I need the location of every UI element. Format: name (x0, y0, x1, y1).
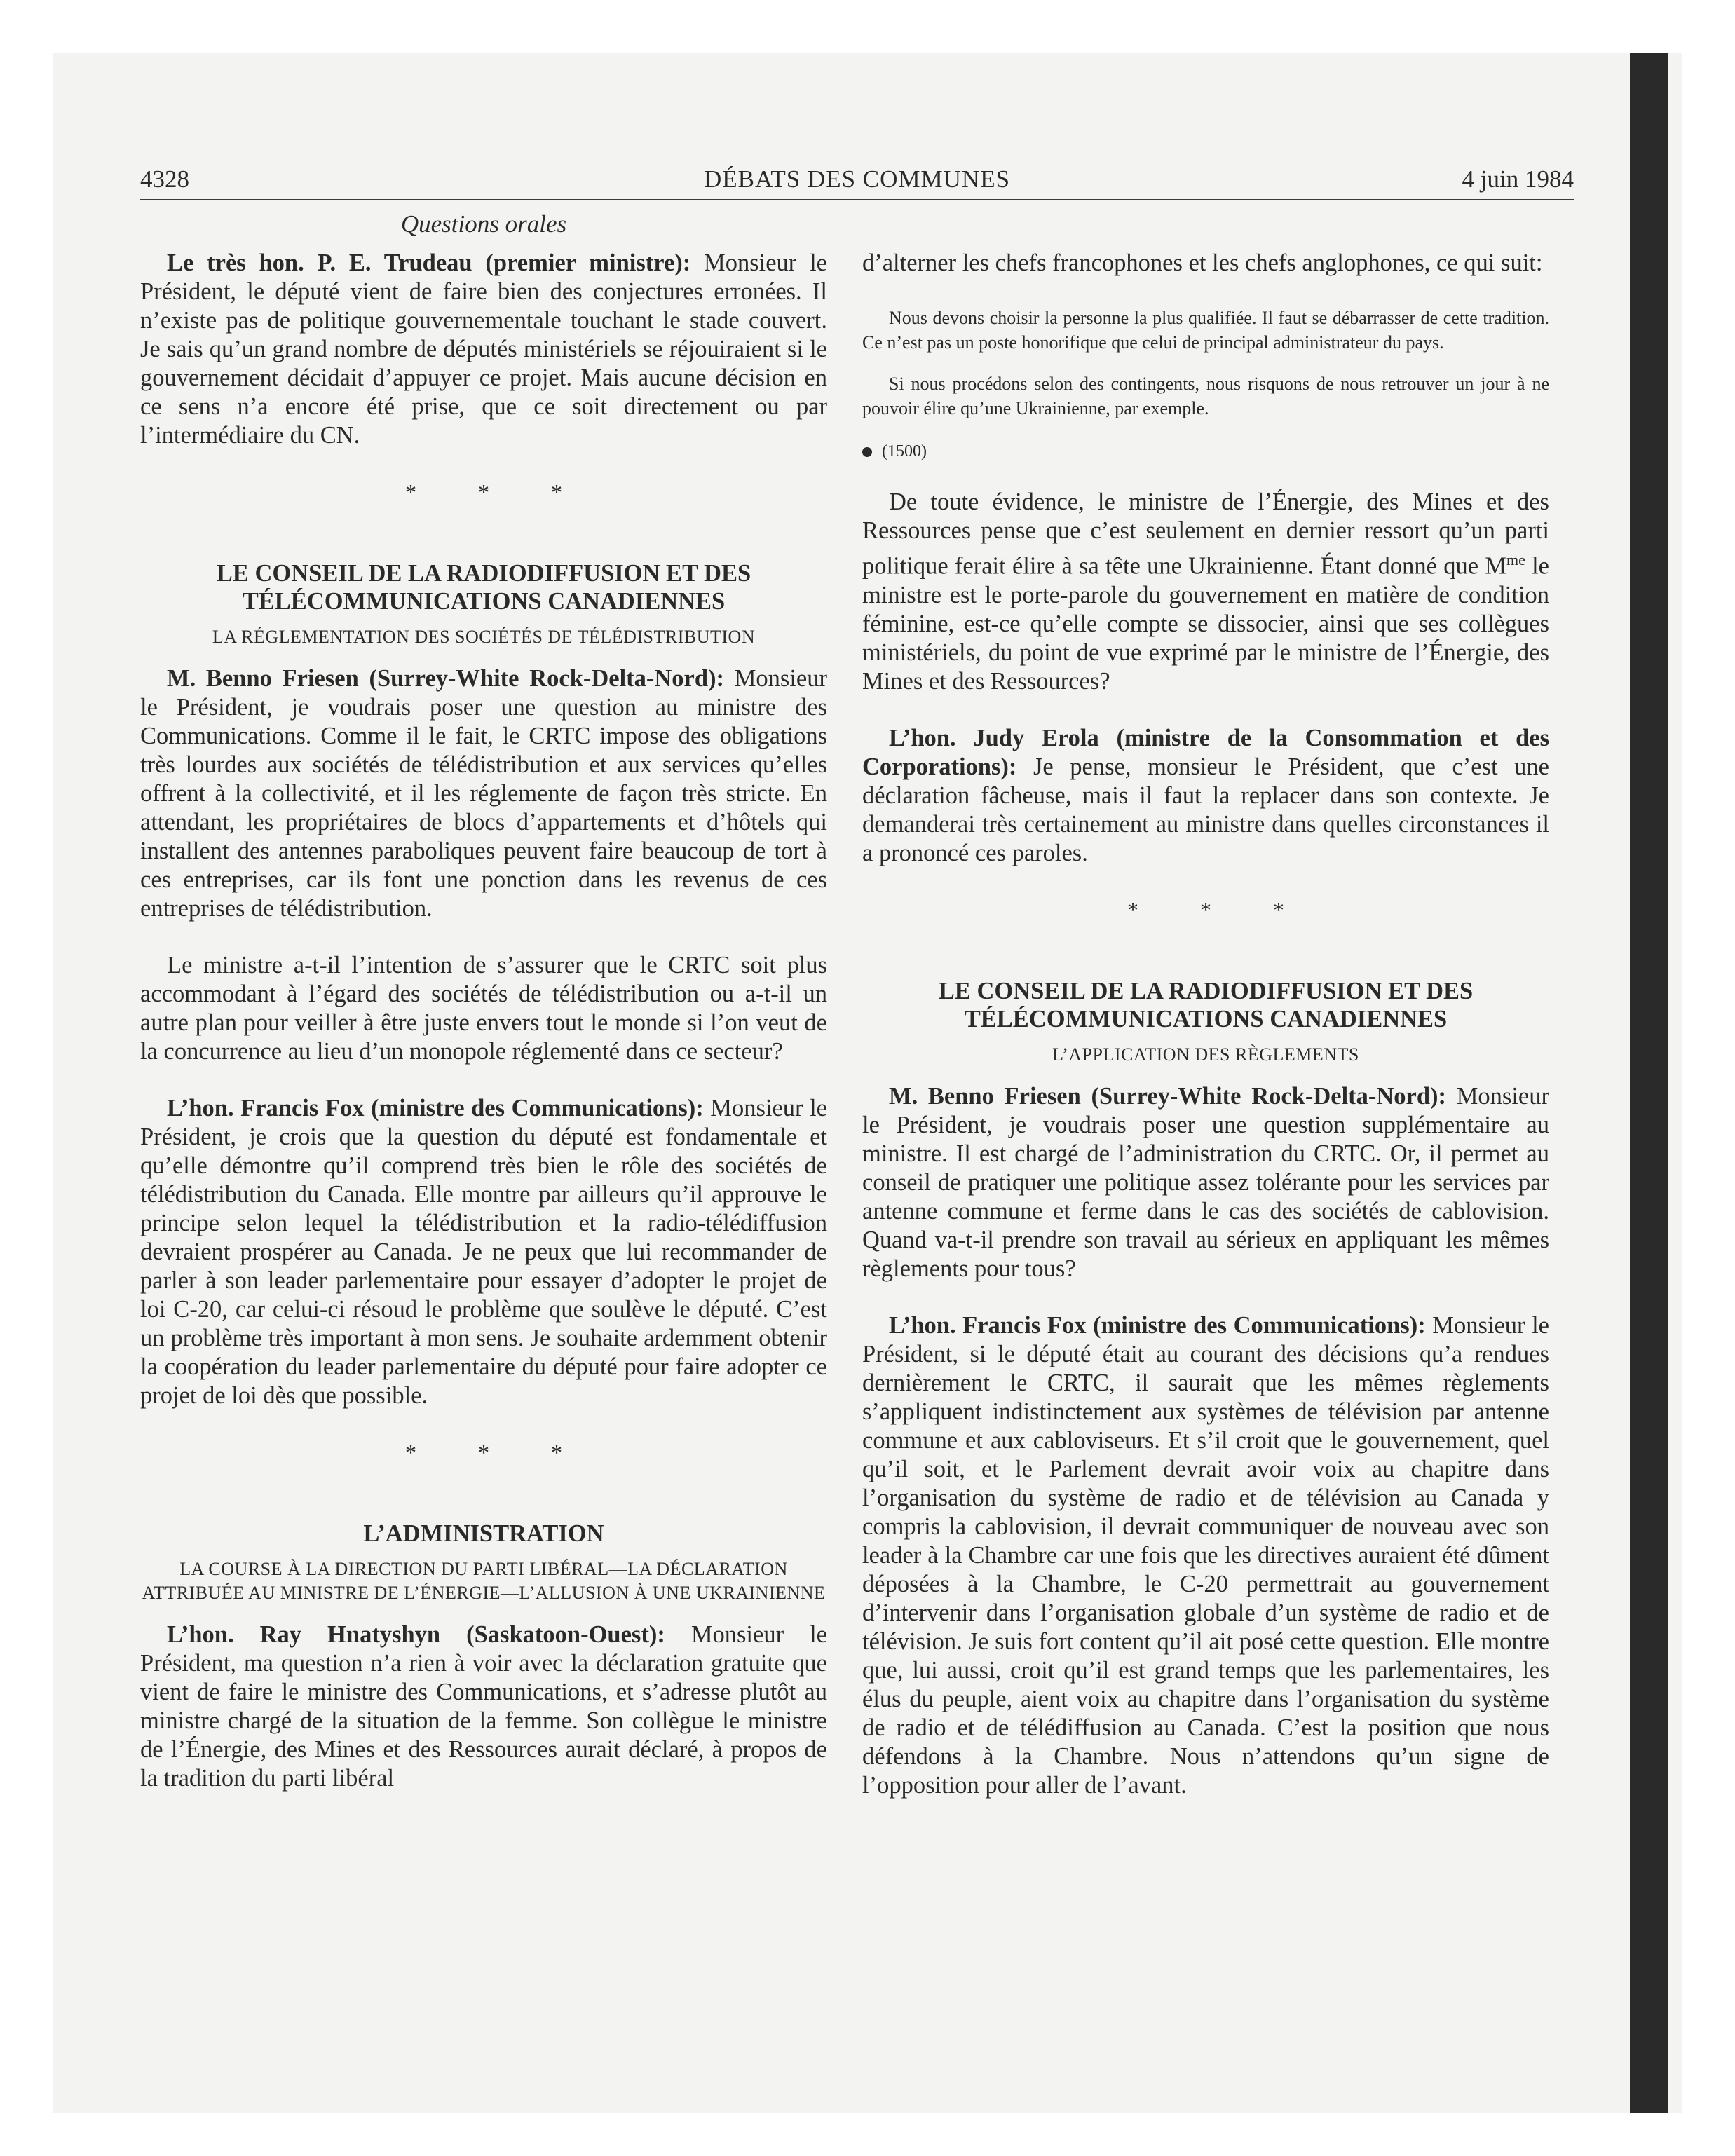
speaker-name: L’hon. Francis Fox (ministre des Communications): (889, 1311, 1426, 1339)
paragraph (862, 1082, 1549, 1283)
paragraph (862, 724, 1549, 868)
speaker-name: M. Benno Friesen (Surrey-White Rock-Delta-Nord): (889, 1082, 1447, 1110)
superscript: me (1506, 551, 1525, 568)
section-heading: L’ADMINISTRATION (363, 1520, 604, 1547)
timestamp-marker (862, 437, 1549, 465)
section-subheading: LA RÉGLEMENTATION DES SOCIÉTÉS DE TÉLÉDISTRIBUTION (212, 627, 756, 647)
paragraph-text: Monsieur le Président, je crois que la question du député est fondamentale et qu’elle démontre qu’il comprend très bien le rôle des sociétés de télédistribution du Canada. Elle montre par ailleurs qu’il approuve le principe selon lequel la télédistribution et la radio-télédiffusion devraient prospérer au Canada. Je ne peux que lui recommander de parler à son leader parlementaire pour essayer d’adopter le projet de loi C-20, car celui-ci résoud le problème que soulève le député. C’est un problème très important à mon sens. Je souhaite ardemment obtenir la coopération du leader parlementaire du député pour faire adopter ce projet de loi dès que possible. (140, 1095, 827, 1409)
publication-title: DÉBATS DES COMMUNES (703, 165, 1011, 193)
paragraph: Le ministre a-t-il l’intention de s’assurer que le CRTC soit plus accommodant à l’égard des sociétés de télédistribution ou a-t-il un autre plan pour veiller à être juste envers tout le monde si l’on veut de la concurrence au lieu d’un monopole réglementé dans ce secteur? (140, 952, 827, 1065)
bullet-icon (862, 447, 872, 457)
paragraph-text: Je pense, monsieur le Président, que c’est une déclaration fâcheuse, mais il faut la replacer dans son contexte. Je demanderai très certainement au ministre dans quelles circonstances il a prononcé ces paroles. (862, 753, 1549, 866)
paragraph (140, 1621, 827, 1793)
paragraph (140, 249, 827, 450)
speaker-name: L’hon. Francis Fox (ministre des Communications): (167, 1095, 704, 1121)
section-heading: LE CONSEIL DE LA RADIODIFFUSION ET DES TÉLÉCOMMUNICATIONS CANADIENNES (216, 560, 751, 615)
page-header (140, 160, 1574, 200)
quotation: Nous devons choisir la personne la plus qualifiée. Il faut se débarrasser de cette tradition. Ce n’est pas un poste honorifique que celui de principal administrateur du pays. (862, 308, 1549, 353)
quotation: Si nous procédons selon des contingents, nous risquons de nous retrouver un jour à ne pouvoir élire qu’une Ukrainienne, par exemple. (862, 374, 1549, 418)
paragraph (140, 1094, 827, 1410)
section-subheading: LA COURSE À LA DIRECTION DU PARTI LIBÉRAL—LA DÉCLARATION ATTRIBUÉE AU MINISTRE DE L’ÉNERGIE—L’ALLUSION À UNE UKRAINIENNE (142, 1559, 826, 1603)
speaker-name: L’hon. Judy Erola (ministre de la Consommation et des Corporations): (862, 724, 1549, 780)
speaker-name: L’hon. Ray Hnatyshyn (Saskatoon-Ouest): (167, 1621, 665, 1648)
publication-date: 4 juin 1984 (1462, 165, 1574, 193)
section-separator: * * * (1127, 896, 1312, 922)
paragraph-text: Monsieur le Président, je voudrais poser une question supplémentaire au ministre. Il est chargé de l’administration du CRTC. Or, il permet au conseil de pratiquer une politique assez tolérante pour les services par antenne commune et ferme dans le cas des sociétés de cablovision. Quand va-t-il prendre son travail au sérieux en appliquant les mêmes règlements pour tous? (862, 1082, 1549, 1282)
paragraph (862, 1311, 1549, 1800)
paragraph-text: Monsieur le Président, je voudrais poser une question au ministre des Communications. Comme il le fait, le CRTC impose des obligations très lourdes aux sociétés de télédistribution et aux services qu’elles offrent à la collectivité, et il les réglemente de façon très stricte. En attendant, les propriétaires de blocs d’appartements et d’hôtels qui installent des antennes paraboliques peuvent faire beaucoup de tort à ces entreprises, car ils font une ponction dans les revenus de ces entreprises de télédistribution. (140, 665, 827, 922)
paragraph-text: Monsieur le Président, le député vient de faire bien des conjectures erronées. Il n’existe pas de politique gouvernementale touchant le stade couvert. Je sais qu’un grand nombre de députés ministériels se réjouiraient si le gouvernement décidait d’appuyer ce projet. Mais aucune décision en ce sens n’a encore été prise, que ce soit directement ou par l’intermédiaire du CN. (140, 250, 827, 449)
section-heading: LE CONSEIL DE LA RADIODIFFUSION ET DES TÉLÉCOMMUNICATIONS CANADIENNES (938, 977, 1474, 1032)
speaker-name: M. Benno Friesen (Surrey-White Rock-Delta-Nord): (167, 665, 725, 692)
running-section-title: Questions orales (400, 210, 567, 238)
timestamp-text: (1500) (882, 442, 927, 460)
paragraph-text: le ministre est le porte-parole du gouvernement en matière de condition féminine, est-ce qu’elle compte se dissocier, ainsi que ses collègues ministériels, du point de vue exprimé par le ministre de l’Énergie, des Mines et des Ressources? (862, 552, 1549, 695)
scan-edge-bar (1630, 53, 1668, 2113)
page-number: 4328 (140, 165, 189, 193)
paragraph-text: De toute évidence, le ministre de l’Énergie, des Mines et des Ressources pense que c’est seulement en dernier ressort qu’un parti politique ferait élire à sa tête une Ukrainienne. Étant donné que M (862, 489, 1549, 580)
paragraph-text: Monsieur le Président, ma question n’a rien à voir avec la déclaration gratuite que vient de faire le ministre des Communications, et s’adresse plutôt au ministre chargé de la situation de la femme. Son collègue le ministre de l’Énergie, des Mines et des Ressources aurait déclaré, à propos de la tradition du parti libéral (140, 1621, 827, 1792)
paragraph (140, 664, 827, 923)
paragraph (862, 488, 1549, 696)
section-subheading: L’APPLICATION DES RÈGLEMENTS (1052, 1044, 1359, 1065)
section-separator: * * * (405, 479, 590, 505)
paragraph-continued: d’alterner les chefs francophones et les chefs anglophones, ce qui suit: (862, 250, 1543, 276)
right-column (862, 249, 1549, 1828)
paragraph-text: Monsieur le Président, si le député était au courant des décisions qu’a rendues dernièrement le CRTC, il saurait que les mêmes règlements s’appliquent indistinctement aux systèmes de télévision par antenne commune et aux cabloviseurs. Et s’il croit que le gouvernement, quel qu’il soit, et le Parlement devrait avoir voix au chapitre dans l’organisation du système de radio et de télévision au Canada y compris la cablovision, il devrait communiquer de nouveau avec son leader à la Chambre car une fois que les directives auraient été dûment déposées à la Chambre, le C-20 permettrait au gouvernement d’intervenir dans l’organisation globale d’un système de radio et de télévision. Je suis fort content qu’il ait posé cette question. Elle montre que, lui aussi, croit qu’il est grand temps que les parlementaires, les élus du peuple, aient voix au chapitre dans l’organisation du système de radio et de télédiffusion au Canada. C’est la position que nous défendons à la Chambre. Nous n’attendons qu’un signe de l’opposition pour aller de l’avant. (862, 1311, 1549, 1799)
speaker-name: Le très hon. P. E. Trudeau (premier ministre): (167, 250, 691, 276)
left-column (140, 249, 827, 1821)
section-separator: * * * (405, 1440, 590, 1465)
